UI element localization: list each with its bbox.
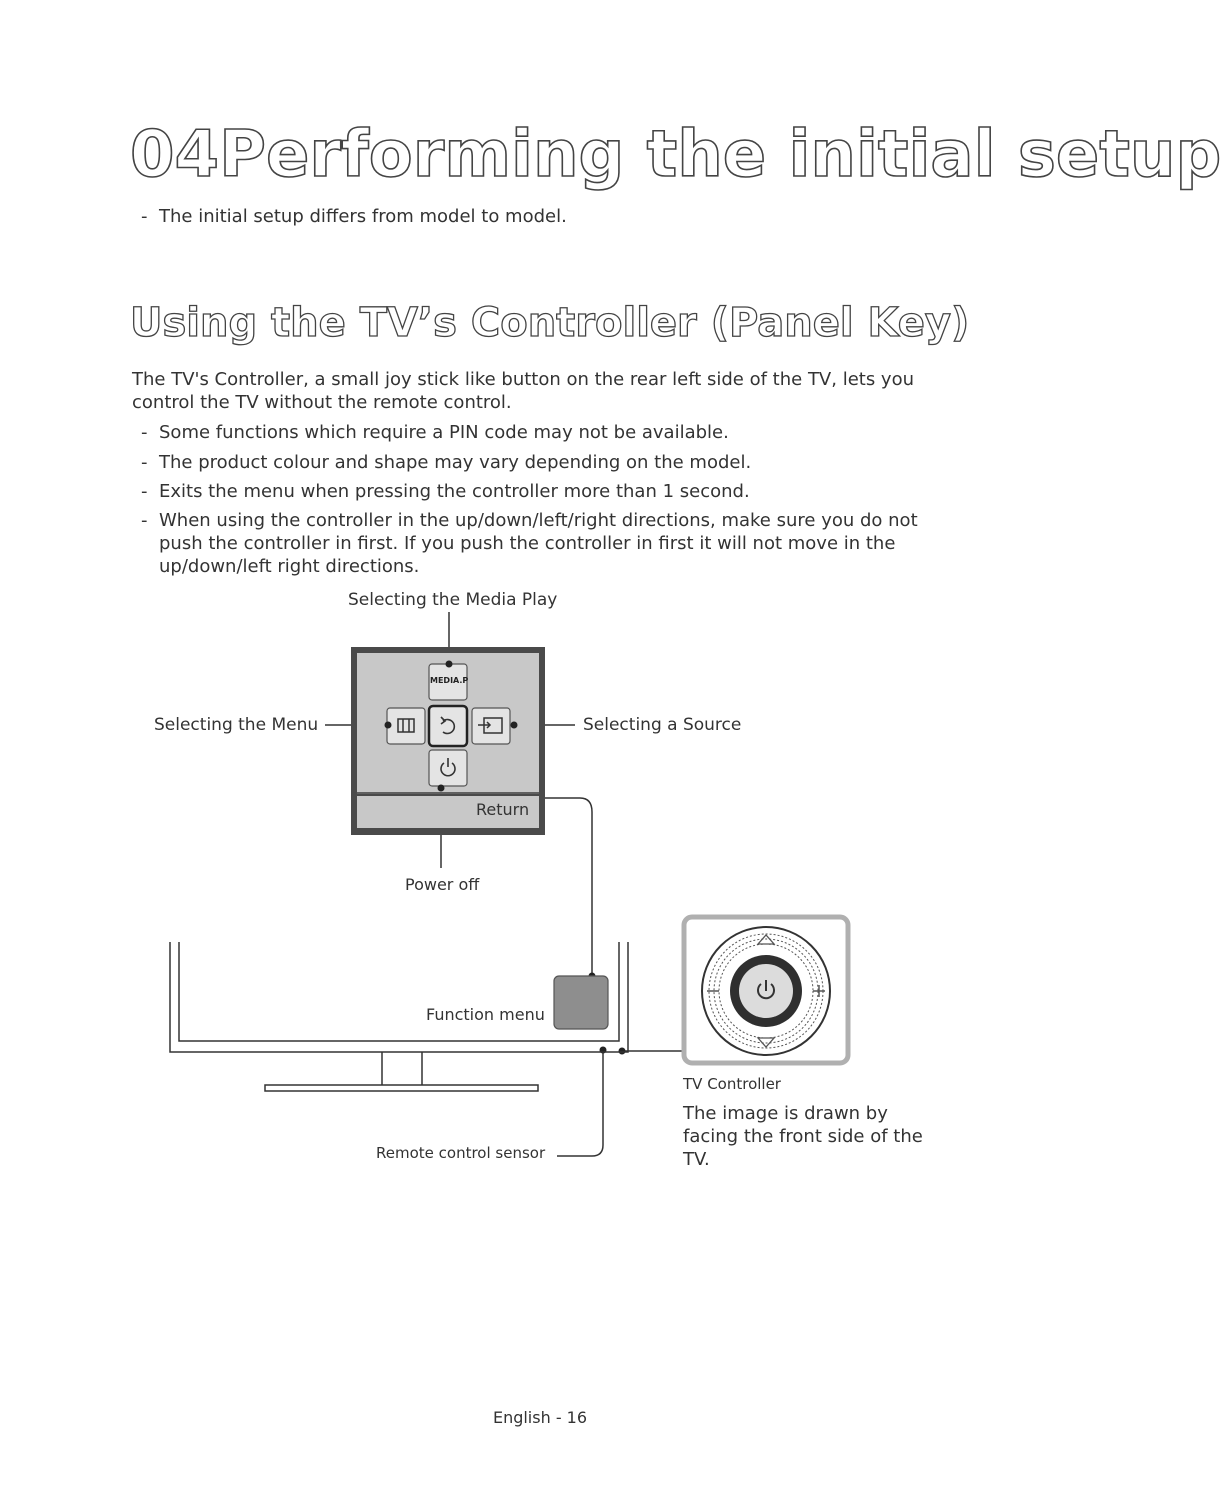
chapter-title: 04Performing the initial setup xyxy=(130,118,1221,192)
menu-label xyxy=(154,715,318,735)
source-label xyxy=(583,715,741,735)
source-button xyxy=(472,708,510,744)
bullet-dash: - xyxy=(141,422,148,443)
menu-button xyxy=(387,708,425,744)
bullet-dash: - xyxy=(141,510,148,531)
remote-sensor-label: Remote control sensor xyxy=(376,1144,546,1162)
return-button xyxy=(429,706,467,746)
power-off-label: Power off xyxy=(405,875,480,894)
bullet-text: The product colour and shape may vary depending on the model. xyxy=(159,452,752,473)
function-menu-label: Function menu xyxy=(426,1005,545,1024)
return-label: Return xyxy=(476,800,530,819)
diagram-caption: The image is drawn by facing the front side of the TV. xyxy=(683,1103,923,1170)
media-play-button-label: MEDIA.P xyxy=(430,676,469,685)
bullet-text: Some functions which require a PIN code may not be available. xyxy=(159,422,729,443)
function-menu-square xyxy=(554,976,608,1029)
tv-controller-label: TV Controller xyxy=(683,1075,781,1093)
bullet-dash: - xyxy=(141,452,148,473)
menu-key: Menu xyxy=(271,715,319,735)
intro-paragraph: The TV's Controller, a small joy stick like button on the rear left side of the TV, lets you control the TV without the remote control. xyxy=(132,369,914,413)
chapter-note-text: The initial setup differs from model to model. xyxy=(159,206,567,227)
note-dash: - xyxy=(141,206,148,227)
bullet-dash: - xyxy=(141,481,148,502)
bullet-text: Exits the menu when pressing the controller more than 1 second. xyxy=(159,481,750,502)
menu-prefix: Selecting the xyxy=(154,715,272,735)
tv-controller-zoom xyxy=(684,917,848,1063)
media-play-prefix: Selecting the xyxy=(348,590,466,610)
section-title: Using the TV’s Controller (Panel Key) xyxy=(130,300,970,346)
source-prefix: Selecting a xyxy=(583,715,683,735)
media-play-label xyxy=(348,590,557,610)
source-key: Source xyxy=(682,715,742,735)
power-button xyxy=(429,750,467,786)
page-number: English - 16 xyxy=(492,1408,588,1427)
bullet-text: When using the controller in the up/down/left/right directions, make sure you do not push the controller in first. If you push the controller in first it will not move in the up/down/left right directions. xyxy=(159,510,918,577)
media-play-key: Media Play xyxy=(465,590,558,610)
